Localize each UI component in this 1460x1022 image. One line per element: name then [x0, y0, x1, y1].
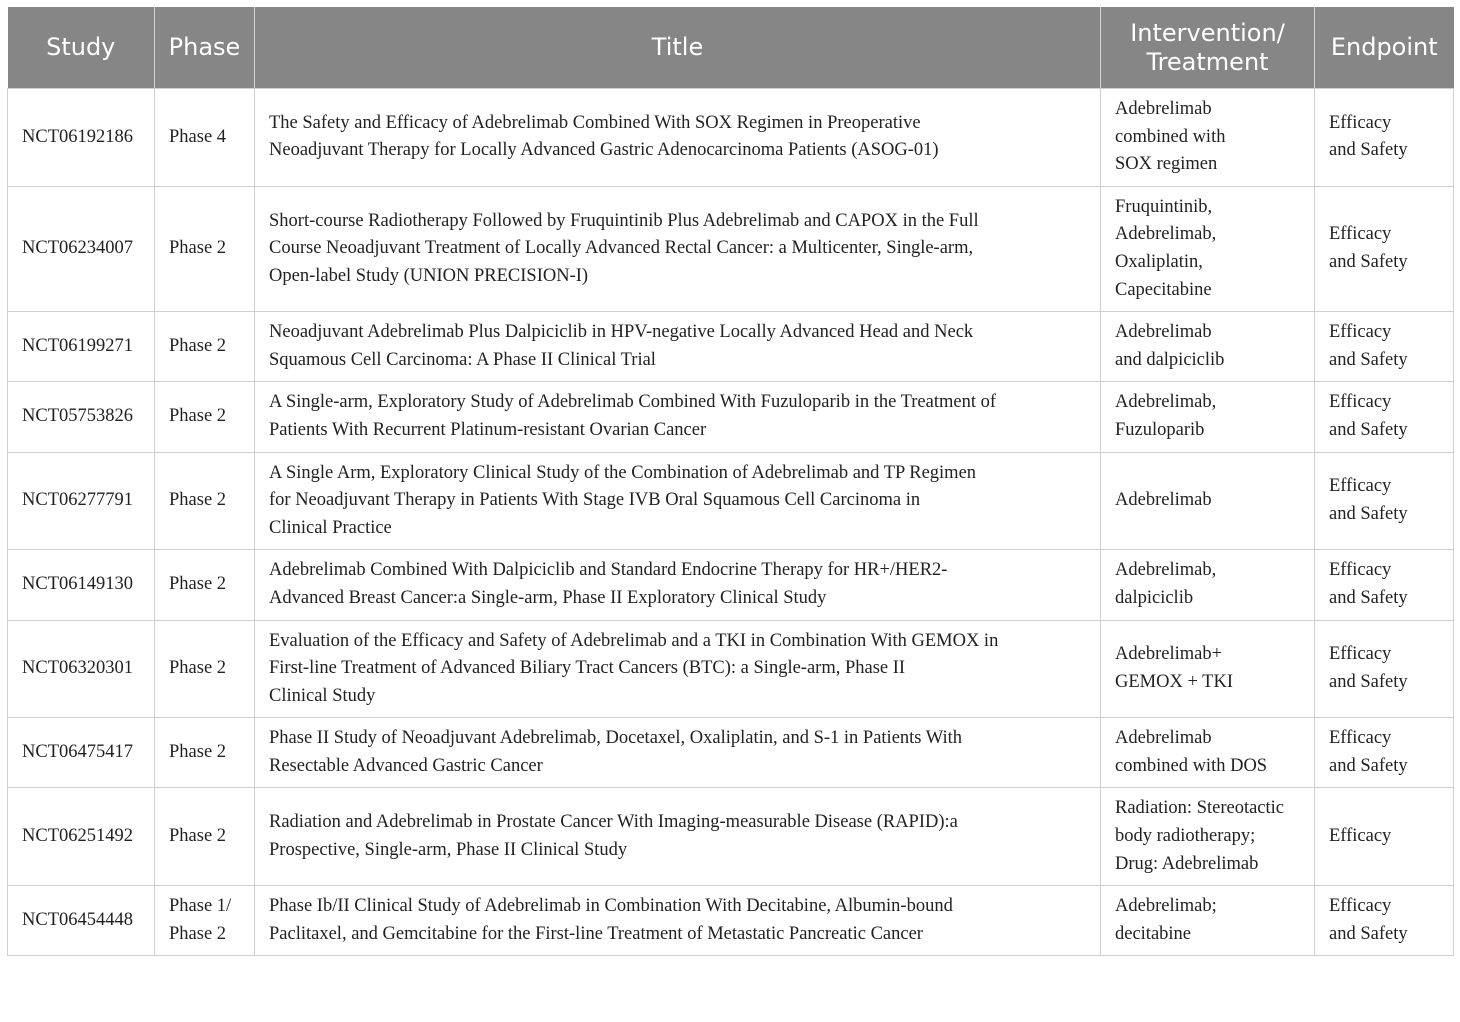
- table-row: [8, 620, 1454, 718]
- table-row: [8, 312, 1454, 382]
- title-cell: Phase Ib/II Clinical Study of Adebrelimab in Combination With Decitabine, Albumin-bound Paclitaxel, and Gemcitabine for the First-line Treatment of Metastatic Pancreatic Cancer: [255, 886, 1101, 956]
- table-row: [8, 452, 1454, 550]
- phase-cell: Phase 2: [155, 186, 255, 311]
- phase-cell: Phase 2: [155, 312, 255, 382]
- header-title: Title: [255, 7, 1101, 89]
- title-cell: Short-course Radiotherapy Followed by Fruquintinib Plus Adebrelimab and CAPOX in the Full Course Neoadjuvant Treatment of Locally Advanced Rectal Cancer: a Multicenter, Single-arm, Open-label Study (UNION PRECISION-I): [255, 186, 1101, 311]
- header-endpoint: Endpoint: [1315, 7, 1454, 89]
- table-row: [8, 788, 1454, 886]
- endpoint-cell: Efficacy and Safety: [1315, 186, 1454, 311]
- intervention-cell: Adebrelimab, dalpiciclib: [1101, 550, 1315, 620]
- header-phase: Phase: [155, 7, 255, 89]
- title-cell: A Single Arm, Exploratory Clinical Study of the Combination of Adebrelimab and TP Regimen for Neoadjuvant Therapy in Patients With Stage IVB Oral Squamous Cell Carcinoma in Clinical Practice: [255, 452, 1101, 550]
- intervention-cell: Adebrelimab combined with DOS: [1101, 718, 1315, 788]
- endpoint-cell: Efficacy and Safety: [1315, 452, 1454, 550]
- header-row: [8, 7, 1454, 89]
- intervention-cell: Adebrelimab+ GEMOX + TKI: [1101, 620, 1315, 718]
- endpoint-cell: Efficacy: [1315, 788, 1454, 886]
- endpoint-cell: Efficacy and Safety: [1315, 718, 1454, 788]
- intervention-cell: Adebrelimab, Fuzuloparib: [1101, 382, 1315, 452]
- study-cell: NCT06199271: [8, 312, 155, 382]
- phase-cell: Phase 2: [155, 382, 255, 452]
- title-cell: The Safety and Efficacy of Adebrelimab Combined With SOX Regimen in Preoperative Neoadjuvant Therapy for Locally Advanced Gastric Adenocarcinoma Patients (ASOG-01): [255, 89, 1101, 187]
- table-row: [8, 550, 1454, 620]
- endpoint-cell: Efficacy and Safety: [1315, 382, 1454, 452]
- title-cell: Neoadjuvant Adebrelimab Plus Dalpiciclib in HPV-negative Locally Advanced Head and Neck Squamous Cell Carcinoma: A Phase II Clinical Trial: [255, 312, 1101, 382]
- title-cell: Radiation and Adebrelimab in Prostate Cancer With Imaging-measurable Disease (RAPID):a Prospective, Single-arm, Phase II Clinical Study: [255, 788, 1101, 886]
- phase-cell: Phase 2: [155, 550, 255, 620]
- title-cell: A Single-arm, Exploratory Study of Adebrelimab Combined With Fuzuloparib in the Treatment of Patients With Recurrent Platinum-resistant Ovarian Cancer: [255, 382, 1101, 452]
- intervention-cell: Adebrelimab combined with SOX regimen: [1101, 89, 1315, 187]
- study-cell: NCT06454448: [8, 886, 155, 956]
- endpoint-cell: Efficacy and Safety: [1315, 89, 1454, 187]
- intervention-cell: Adebrelimab and dalpiciclib: [1101, 312, 1315, 382]
- study-cell: NCT06277791: [8, 452, 155, 550]
- endpoint-cell: Efficacy and Safety: [1315, 620, 1454, 718]
- table-row: [8, 382, 1454, 452]
- phase-cell: Phase 2: [155, 788, 255, 886]
- phase-cell: Phase 2: [155, 620, 255, 718]
- title-cell: Phase II Study of Neoadjuvant Adebrelimab, Docetaxel, Oxaliplatin, and S-1 in Patients With Resectable Advanced Gastric Cancer: [255, 718, 1101, 788]
- endpoint-cell: Efficacy and Safety: [1315, 886, 1454, 956]
- study-cell: NCT06149130: [8, 550, 155, 620]
- trials-table: [7, 7, 1454, 956]
- intervention-cell: Radiation: Stereotactic body radiotherapy; Drug: Adebrelimab: [1101, 788, 1315, 886]
- endpoint-cell: Efficacy and Safety: [1315, 550, 1454, 620]
- title-cell: Adebrelimab Combined With Dalpiciclib and Standard Endocrine Therapy for HR+/HER2- Advanced Breast Cancer:a Single-arm, Phase II Exploratory Clinical Study: [255, 550, 1101, 620]
- title-cell: Evaluation of the Efficacy and Safety of Adebrelimab and a TKI in Combination With GEMOX in First-line Treatment of Advanced Biliary Tract Cancers (BTC): a Single-arm, Phase II Clinical Study: [255, 620, 1101, 718]
- trials-table-container: [7, 7, 1453, 956]
- study-cell: NCT06192186: [8, 89, 155, 187]
- study-cell: NCT06251492: [8, 788, 155, 886]
- study-cell: NCT06320301: [8, 620, 155, 718]
- header-study: Study: [8, 7, 155, 89]
- study-cell: NCT05753826: [8, 382, 155, 452]
- intervention-cell: Adebrelimab: [1101, 452, 1315, 550]
- table-row: [8, 89, 1454, 187]
- phase-cell: Phase 2: [155, 452, 255, 550]
- study-cell: NCT06234007: [8, 186, 155, 311]
- study-cell: NCT06475417: [8, 718, 155, 788]
- table-row: [8, 186, 1454, 311]
- endpoint-cell: Efficacy and Safety: [1315, 312, 1454, 382]
- phase-cell: Phase 4: [155, 89, 255, 187]
- header-intervention: Intervention/ Treatment: [1101, 7, 1315, 89]
- phase-cell: Phase 1/ Phase 2: [155, 886, 255, 956]
- table-row: [8, 718, 1454, 788]
- phase-cell: Phase 2: [155, 718, 255, 788]
- intervention-cell: Fruquintinib, Adebrelimab, Oxaliplatin, Capecitabine: [1101, 186, 1315, 311]
- table-body: [8, 89, 1454, 956]
- table-header: [8, 7, 1454, 89]
- table-row: [8, 886, 1454, 956]
- intervention-cell: Adebrelimab; decitabine: [1101, 886, 1315, 956]
